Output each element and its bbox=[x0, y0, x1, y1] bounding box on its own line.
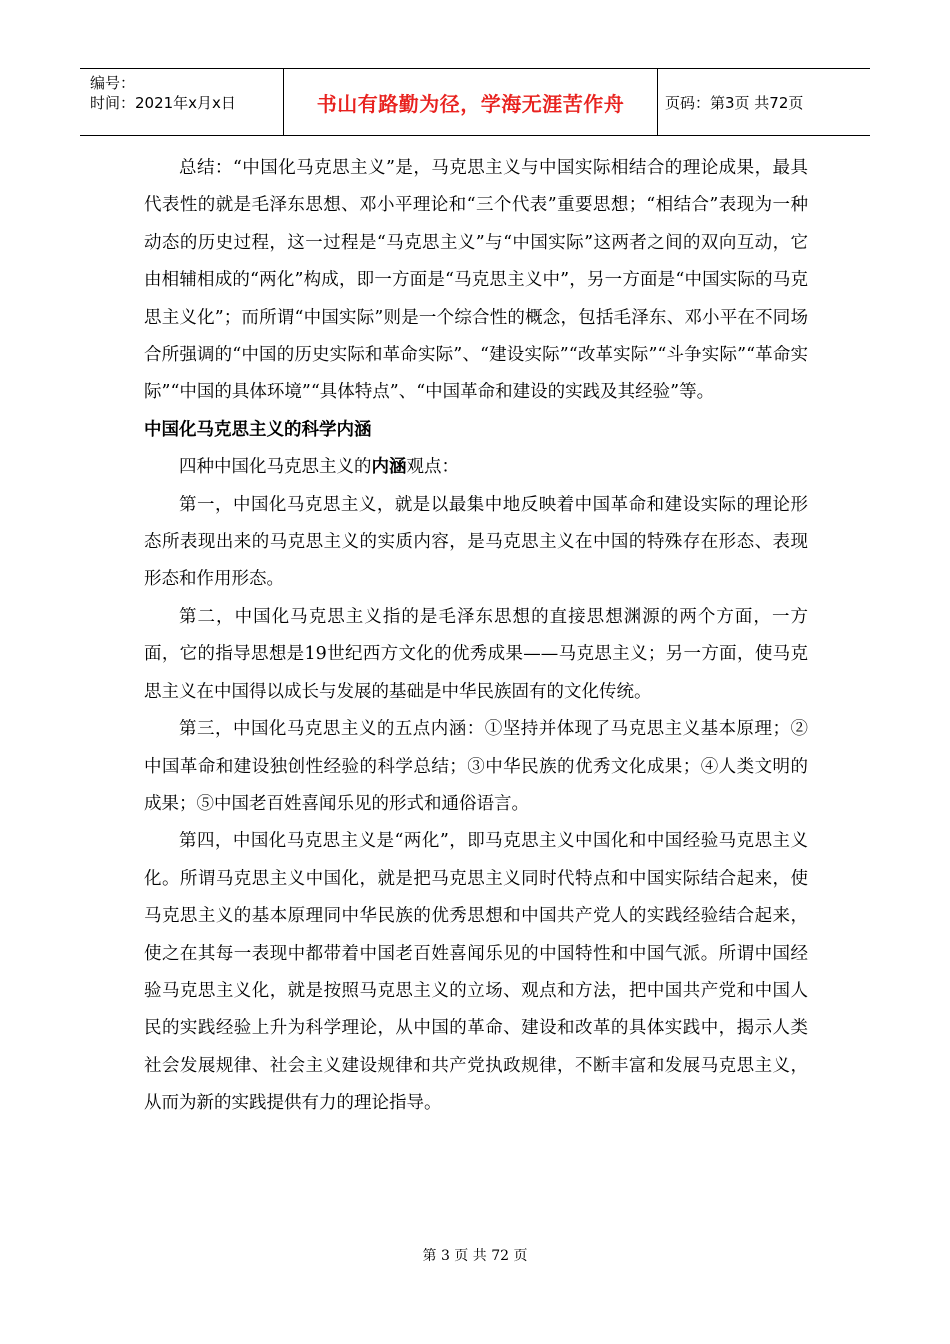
document-body bbox=[144, 150, 808, 1123]
header-motto-cell bbox=[284, 69, 658, 135]
page-footer: 第 3 页 共 72 页 bbox=[422, 1248, 528, 1264]
point-four-paragraph: 第四，中国化马克思主义是“两化”，即马克思主义中国化和中国经验马克思主义化。所谓马克思主义中国化，就是把马克思主义同时代特点和中国实际结合起来，使马克思主义的基本原理同中华民族的优秀思想和中国共产党人的实践经验结合起来，使之在其每一表现中都带着中国老百姓喜闻乐见的中国特性和中国气派。所谓中国经验马克思主义化，就是按照马克思主义的立场、观点和方法，把中国共产党和中国人民的实践经验上升为科学理论，从中国的革命、建设和改革的具体实践中，揭示人类社会发展规律、社会主义建设规律和共产党执政规律，不断丰富和发展马克思主义，从而为新的实践提供有力的理论指导。 bbox=[144, 831, 808, 1114]
document-header bbox=[80, 68, 870, 136]
intro-paragraph bbox=[144, 449, 808, 486]
summary-paragraph: 总结：“中国化马克思主义”是，马克思主义与中国实际相结合的理论成果，最具代表性的就是毛泽东思想、邓小平理论和“三个代表”重要思想；“相结合”表现为一种动态的历史过程，这一过程是“马克思主义”与“中国实际”这两者之间的双向互动，它由相辅相成的“两化”构成，即一方面是“马克思主义中”，另一方面是“中国实际的马克思主义化”；而所谓“中国实际”则是一个综合性的概念，包括毛泽东、邓小平在不同场合所强调的“中国的历史实际和革命实际”、“建设实际”“改革实际”“斗争实际”“革命实际”“中国的具体环境”“具体特点”、“中国革命和建设的实践及其经验”等。 bbox=[144, 158, 808, 403]
intro-text-pre: 四种中国化马克思主义的 bbox=[179, 457, 372, 478]
number-label: 编号： bbox=[90, 74, 136, 92]
header-meta-cell bbox=[80, 69, 284, 135]
intro-text-post: 观点： bbox=[406, 457, 459, 478]
intro-text-bold: 内涵 bbox=[371, 457, 407, 478]
point-one-paragraph: 第一，中国化马克思主义，就是以最集中地反映着中国革命和建设实际的理论形态所表现出来的马克思主义的实质内容，是马克思主义在中国的特殊存在形态、表现形态和作用形态。 bbox=[144, 494, 808, 590]
section-heading: 中国化马克思主义的科学内涵 bbox=[144, 419, 372, 440]
motto-text: 书山有路勤为径，学海无涯苦作舟 bbox=[316, 91, 625, 116]
page-info: 页码：第3页 共72页 bbox=[665, 93, 804, 112]
point-three-paragraph: 第三，中国化马克思主义的五点内涵：①坚持并体现了马克思主义基本原理；②中国革命和建设独创性经验的科学总结；③中华民族的优秀文化成果；④人类文明的成果；⑤中国老百姓喜闻乐见的形式和通俗语言。 bbox=[144, 719, 808, 814]
point-two-paragraph: 第二，中国化马克思主义指的是毛泽东思想的直接思想渊源的两个方面，一方面，它的指导思想是19世纪西方文化的优秀成果——马克思主义；另一方面，使马克思主义在中国得以成长与发展的基础是中华民族固有的文化传统。 bbox=[144, 606, 808, 702]
header-page-cell bbox=[658, 69, 870, 135]
date-line: 时间：2021年x月x日 bbox=[90, 94, 236, 112]
